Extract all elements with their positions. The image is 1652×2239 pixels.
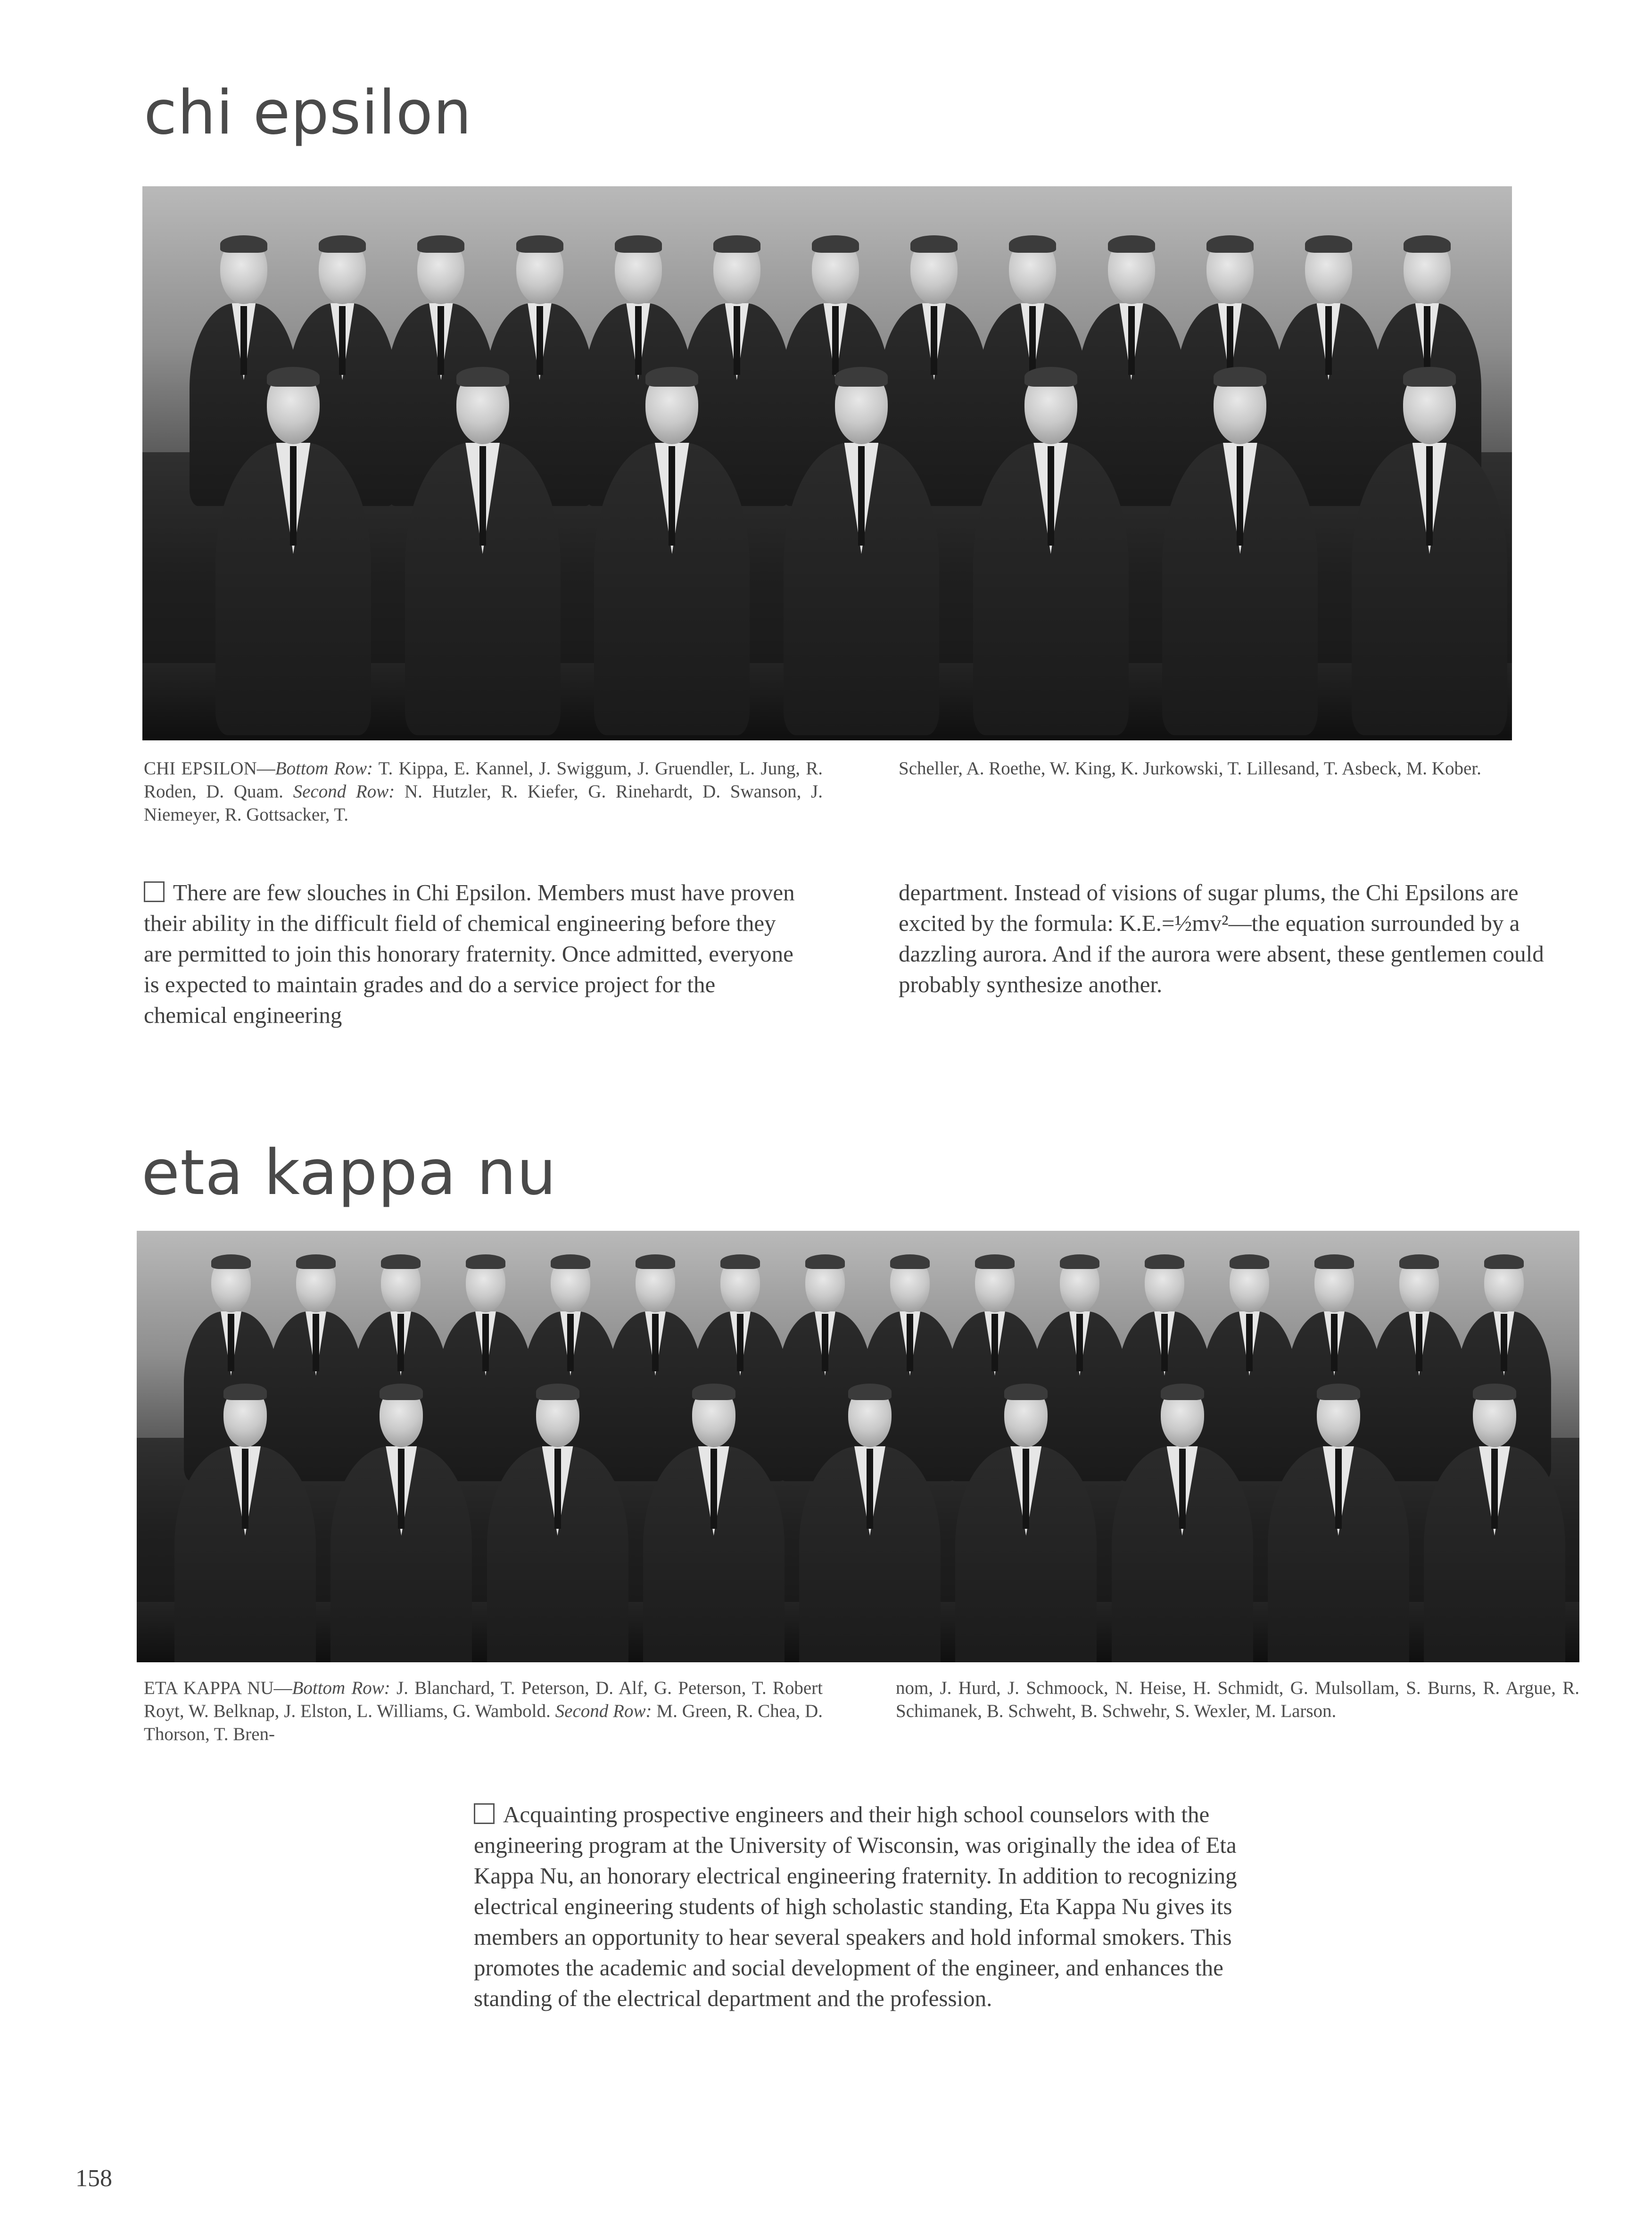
page-number: 158: [75, 2165, 112, 2192]
caption-row-label: Bottom Row:: [275, 758, 373, 779]
group-member-figure: [405, 370, 561, 740]
group-member-figure: [174, 1386, 316, 1662]
group-member-figure: [1352, 370, 1507, 740]
group-member-figure: [799, 1386, 941, 1662]
eta-kappa-nu-caption-right: nom, J. Hurd, J. Schmoock, N. Heise, H. Schmidt, G. Mulsollam, S. Burns, R. Argue, R. Schimanek, B. Schweht, B. Schwehr, S. Wexler, M. Larson.: [896, 1678, 1579, 1721]
group-member-figure: [955, 1386, 1097, 1662]
chi-epsilon-body-left: [144, 877, 804, 1030]
square-bullet-icon: [474, 1803, 495, 1824]
group-member-figure: [1424, 1386, 1565, 1662]
caption-org: ETA KAPPA NU—: [144, 1678, 292, 1698]
caption-names: T. Kippa, E. Kannel, J. Swiggum, J. Gruendler, L. Jung, R. Roden, D. Quam.: [144, 758, 823, 802]
caption-row-label: Second Row:: [555, 1701, 652, 1721]
group-member-figure: [643, 1386, 785, 1662]
group-member-figure: [330, 1386, 472, 1662]
group-member-figure: [973, 370, 1129, 740]
group-member-figure: [594, 370, 750, 740]
caption-row-label: Bottom Row:: [292, 1678, 390, 1698]
eta-kappa-nu-heading: eta kappa nu: [141, 1136, 557, 1209]
group-member-figure: [1112, 1386, 1253, 1662]
caption-names: M. Green, R. Chea, D. Thorson, T. Bren-: [144, 1701, 823, 1744]
group-member-figure: [487, 1386, 628, 1662]
group-member-figure: [1268, 1386, 1409, 1662]
body-paragraph: Acquainting prospective engineers and their high school counselors with the engineering program at the University of Wisconsin, was originally the idea of Eta Kappa Nu, an honorary electrical engineering fraternity. In addition to recognizing electrical engineering students of high scholastic standing, Eta Kappa Nu gives its members an opportunity to hear several speakers and hold informal smokers. This promotes the academic and social development of the engineer, and enhances the standing of the electrical department and the profession.: [474, 1801, 1237, 2011]
eta-kappa-nu-photo: [137, 1231, 1579, 1662]
eta-kappa-nu-body: [474, 1799, 1238, 2014]
caption-names: N. Hutzler, R. Kiefer, G. Rinehardt, D. Swanson, J. Niemeyer, R. Gottsacker, T.: [144, 781, 823, 825]
chi-epsilon-caption-left: [144, 757, 823, 826]
caption-row-label: Second Row:: [293, 781, 395, 802]
caption-names: J. Blanchard, T. Peterson, D. Alf, G. Peterson, T. Robert Royt, W. Belknap, J. Elston, L. Williams, G. Wambold.: [144, 1678, 823, 1721]
group-member-figure: [784, 370, 939, 740]
group-member-figure: [215, 370, 371, 740]
chi-epsilon-body-right: department. Instead of visions of sugar plums, the Chi Epsilons are excited by the formula: K.E.=½mv²—the equation surrounded by a dazzling aurora. And if the aurora were absent, these gentlemen could probably synthesize another.: [899, 879, 1544, 997]
chi-epsilon-caption-right: Scheller, A. Roethe, W. King, K. Jurkowski, T. Lillesand, T. Asbeck, M. Kober.: [899, 758, 1481, 779]
caption-org: CHI EPSILON—: [144, 758, 275, 779]
square-bullet-icon: [144, 881, 165, 902]
chi-epsilon-photo: [142, 186, 1512, 740]
eta-kappa-nu-caption-left: [144, 1676, 823, 1746]
body-paragraph: There are few slouches in Chi Epsilon. Members must have proven their ability in the difficult field of chemical engineering before they are permitted to join this honorary fraternity. Once admitted, everyone is expected to maintain grades and do a service project for the chemical engineering: [144, 879, 795, 1028]
chi-epsilon-heading: chi epsilon: [144, 78, 472, 148]
group-member-figure: [1162, 370, 1318, 740]
